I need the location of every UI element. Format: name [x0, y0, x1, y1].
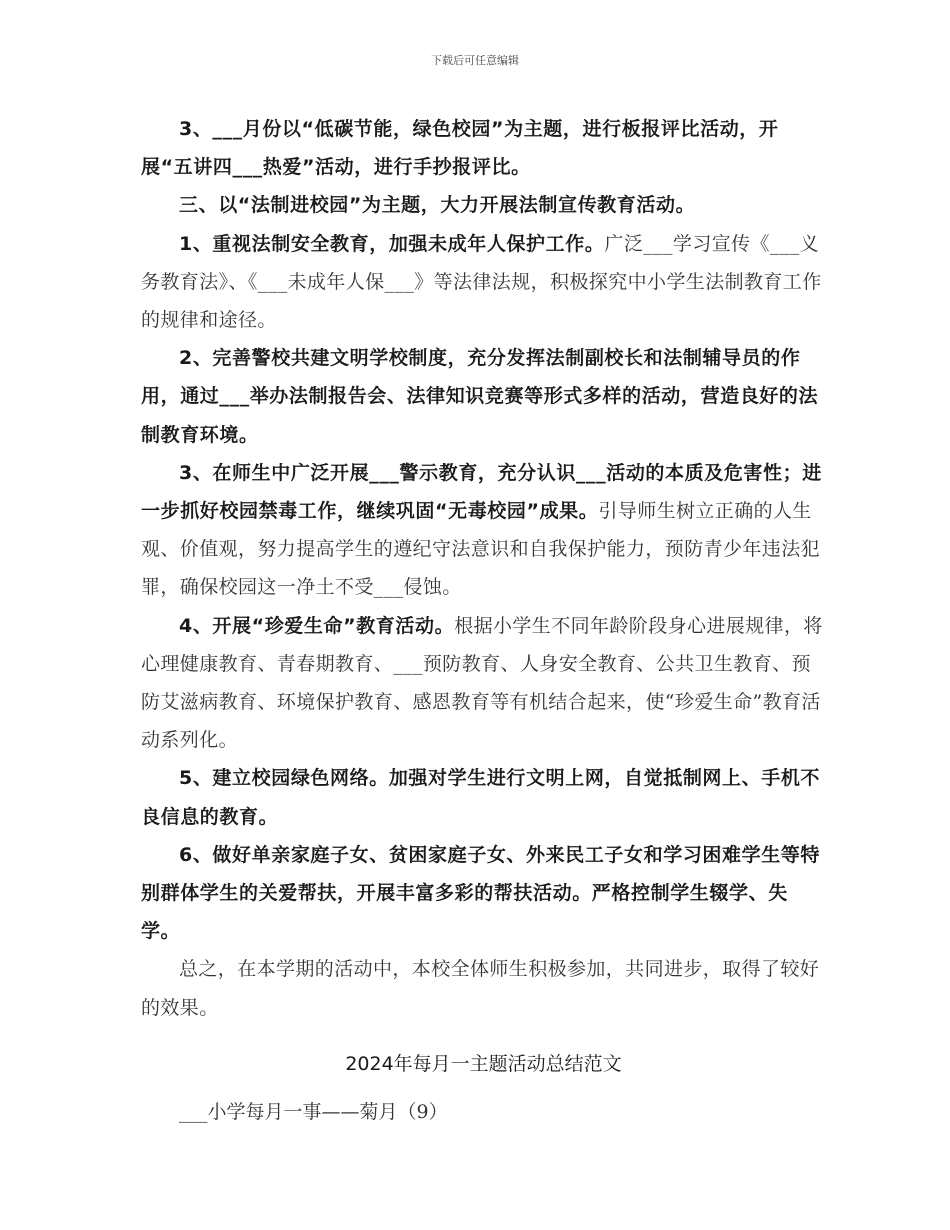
paragraph-2: 三、以“法制进校园”为主题，大力开展法制宣传教育活动。 — [179, 194, 696, 217]
paragraph-summary: 总之，在本学期的活动中，本校全体师生积极参加，共同进步，取得了较好的效果。 — [141, 958, 820, 1019]
page-header: 下载后可任意编辑 — [431, 54, 519, 67]
paragraph-4: 2、完善警校共建文明学校制度，充分发挥法制副校长和法制辅导员的作用，通过___举办法制报告会、法律知识竞赛等形式多样的活动，营造良好的法制教育环境。 — [141, 347, 819, 446]
paragraph-5: 3、在师生中广泛开展___警示教育，充分认识___活动的本质及危害性；进一步抓好校园禁毒工作，继续巩固“无毒校园”成果。引导师生树立正确的人生观、价值观，努力提高学生的遵纪守法意识和自我保护能力，预防青少年违法犯罪，确保校园这一净土不受___侵蚀。 — [141, 461, 822, 599]
subtitle: ___小学每月一事——菊月（9） — [179, 1100, 448, 1123]
section-title: 2024年每月一主题活动总结范文 — [345, 1052, 622, 1075]
paragraph-7: 5、建立校园绿色网络。加强对学生进行文明上网，自觉抵制网上、手机不良信息的教育。 — [141, 767, 821, 828]
paragraph-8: 6、做好单亲家庭子女、贫困家庭子女、外来民工子女和学习困难学生等特别群体学生的关爱帮扶，开展丰富多彩的帮扶活动。严格控制学生辍学、失学。 — [141, 843, 821, 943]
paragraph-1: 3、___月份以“低碳节能，绿色校园”为主题，进行板报评比活动，开展“五讲四___热爱”活动，进行手抄报评比。 — [141, 118, 779, 179]
paragraph-3: 1、重视法制安全教育，加强未成年人保护工作。广泛___学习宣传《___义务教育法》、《___未成年人保___》等法律法规，积极探究中小学生法制教育工作的规律和途径。 — [141, 232, 822, 332]
paragraph-6: 4、开展“珍爱生命”教育活动。根据小学生不同年龄阶段身心进展规律，将心理健康教育、青春期教育、___预防教育、人身安全教育、公共卫生教育、预防艾滋病教育、环境保护教育、感恩教育等有机结合起来，使“珍爱生命”教育活动系列化。 — [141, 614, 823, 752]
document-body — [141, 110, 826, 1131]
